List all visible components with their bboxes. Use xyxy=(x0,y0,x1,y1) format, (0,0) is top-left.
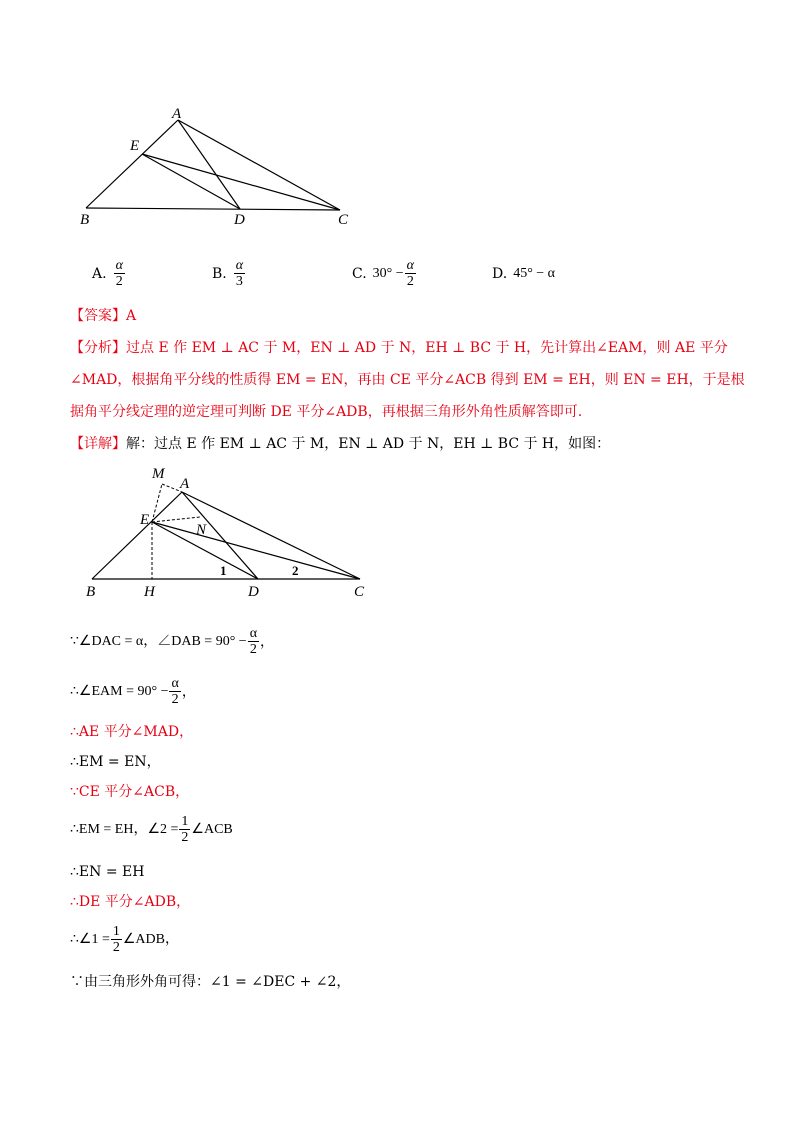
seg-EC2 xyxy=(152,522,360,579)
figure-triangle-2 xyxy=(80,462,380,607)
analysis-line-3: 据角平分线定理的逆定理可判断 DE 平分∠ADB，再根据三角形外角性质解答即可. xyxy=(70,404,583,420)
figure-triangle-1 xyxy=(70,100,370,230)
pt-D2: D xyxy=(248,584,259,600)
analysis-line-2: ∠MAD，根据角平分线的性质得 EM = EN，再由 CE 平分∠ACB 得到 EM = EH，则 EN = EH，于是根 xyxy=(70,372,745,388)
step-8: ∴DE 平分∠ADB， xyxy=(70,894,191,910)
step-3: ∴AE 平分∠MAD， xyxy=(70,724,194,740)
seg-AC2 xyxy=(182,492,360,579)
option-d[interactable]: D. 45° − α xyxy=(492,266,556,282)
pt-A2: A xyxy=(180,476,190,492)
pt-E2: E xyxy=(140,512,150,528)
pt-H2: H xyxy=(144,584,155,600)
option-a[interactable]: A. $\frac{\alpha}{2}$ xyxy=(92,258,123,289)
pt-B: B xyxy=(80,212,90,228)
step-5: ∵CE 平分∠ACB， xyxy=(70,784,190,800)
figure-2-svg xyxy=(80,462,380,607)
step-1: ∵∠DAC = α，∠DAB = 90° − $\frac{\alpha}{2}$ ， xyxy=(70,626,275,657)
option-c[interactable]: C. 30° − $\frac{\alpha}{2}$ xyxy=(352,258,415,289)
answer: 【答案】A xyxy=(70,308,137,324)
pt-A: A xyxy=(172,106,182,122)
analysis-line-1: 【分析】过点 E 作 EM ⊥ AC 于 M，EN ⊥ AD 于 N，EH ⊥ BC 于 H，先计算出∠EAM，则 AE 平分 xyxy=(70,340,728,356)
seg-AC xyxy=(178,120,340,210)
seg-EC xyxy=(142,154,340,210)
step-2: ∴∠EAM = 90° − $\frac{\alpha}{2}$ ， xyxy=(70,676,196,707)
pt-N2: N xyxy=(196,522,207,538)
step-9: ∴∠1 = $\frac{1}{2}$ ∠ADB， xyxy=(70,924,179,955)
detail-line-1: 【详解】解：过点 E 作 EM ⊥ AC 于 M，EN ⊥ AD 于 N，EH ⊥ BC 于 H，如图： xyxy=(70,436,611,452)
seg-BC xyxy=(86,208,340,210)
seg-EN xyxy=(152,517,200,522)
pt-M2: M xyxy=(152,466,165,482)
seg-BA xyxy=(86,120,178,208)
step-4: ∴EM = EN， xyxy=(70,754,161,770)
option-b[interactable]: B. $\frac{\alpha}{3}$ xyxy=(212,258,244,289)
pt-C: C xyxy=(338,212,349,228)
pt-C2: C xyxy=(354,584,365,600)
pt-B2: B xyxy=(86,584,96,600)
seg-ED xyxy=(142,154,240,209)
figure-1-svg xyxy=(70,100,370,230)
step-10: ∵由三角形外角可得：∠1 = ∠DEC + ∠2， xyxy=(70,974,351,990)
angle-2: 2 xyxy=(292,563,299,578)
seg-MA xyxy=(162,484,182,492)
angle-1: 1 xyxy=(220,563,227,578)
pt-E: E xyxy=(130,138,140,154)
pt-D: D xyxy=(234,212,245,228)
step-7: ∴EN = EH xyxy=(70,864,145,880)
seg-AD xyxy=(178,120,240,209)
seg-BA2 xyxy=(92,492,182,579)
step-6: ∴EM = EH，∠2 = $\frac{1}{2}$ ∠ACB xyxy=(70,814,233,845)
